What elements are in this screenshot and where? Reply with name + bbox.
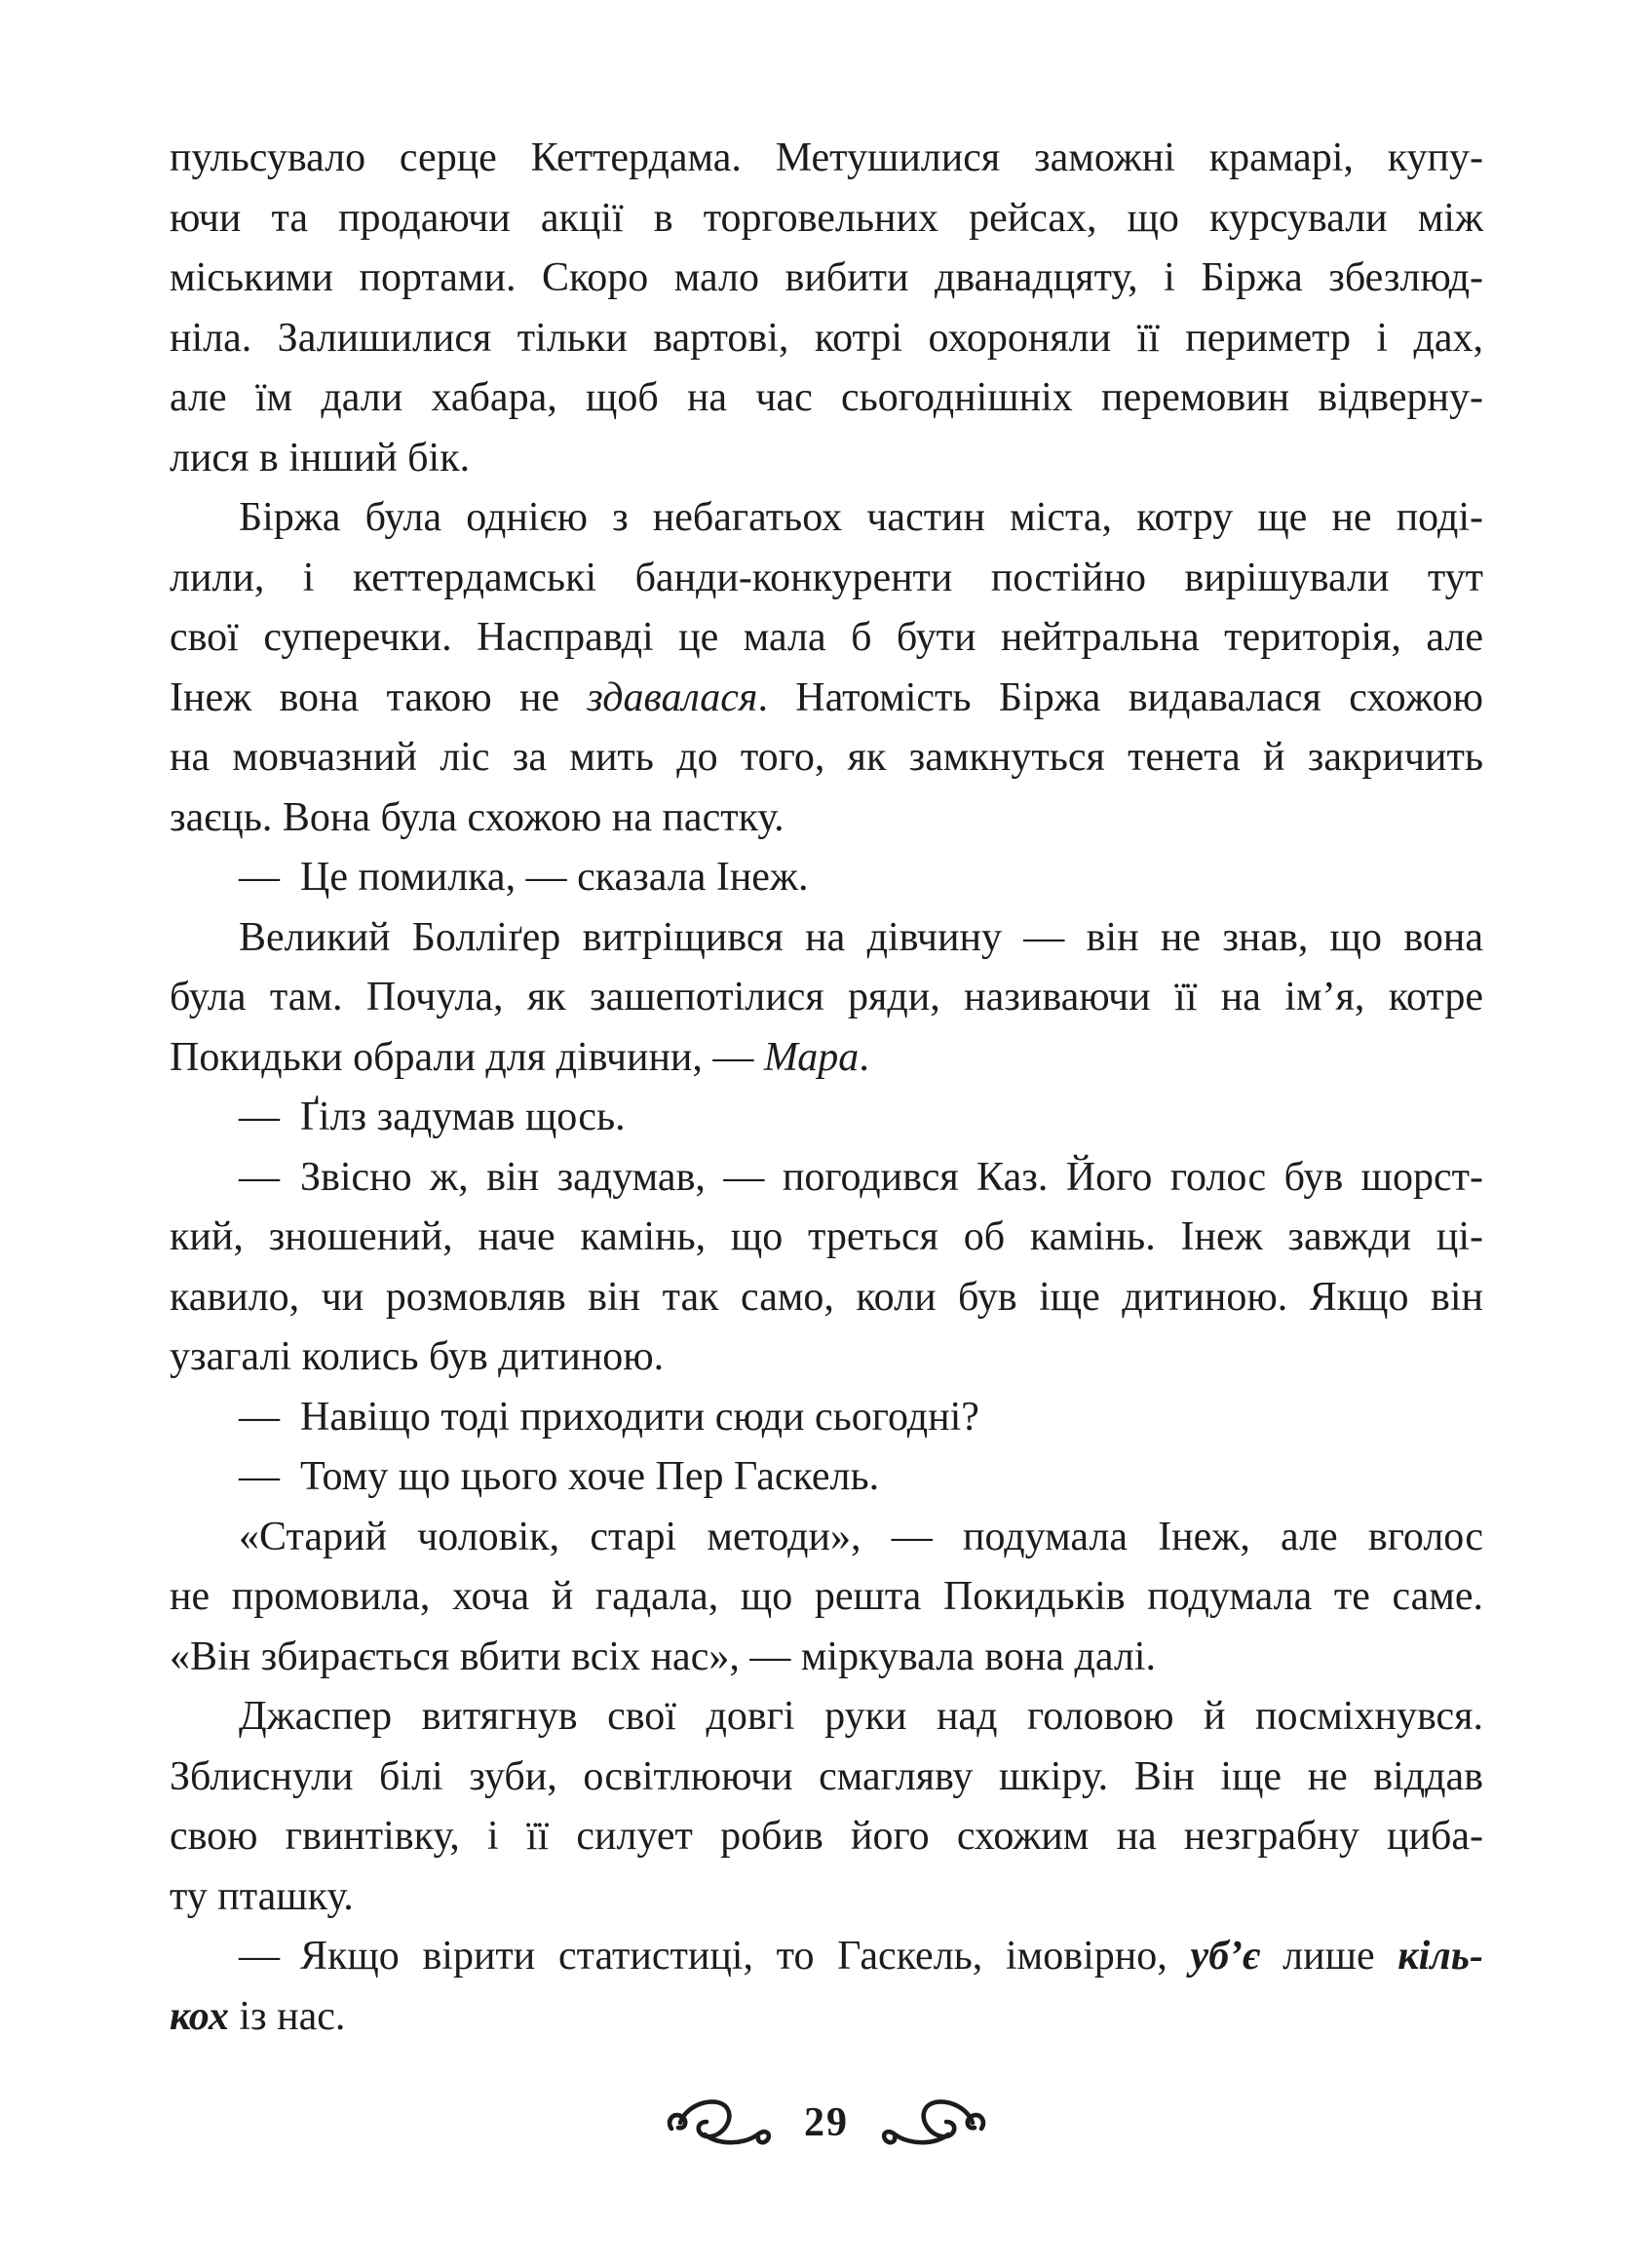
paragraph <box>170 1687 1483 1927</box>
text-segment: на мовчазний ліс за мить до того, як замкнуться тенета й закричить <box>170 735 1483 780</box>
flourish-left-icon <box>662 2095 775 2151</box>
text-segment: Джаспер витягнув свої довгі руки над головою й посміхнувся. <box>239 1694 1483 1739</box>
page-text <box>170 129 1483 2047</box>
text-segment: ту пташку. <box>170 1873 354 1919</box>
text-line <box>170 608 1483 669</box>
text-segment: — Ґілз задумав щось. <box>239 1095 626 1139</box>
text-segment: — Звісно ж, він задумав, — погодився Каз. Його голос був шорст- <box>239 1154 1483 1200</box>
text-line <box>170 1148 1483 1209</box>
text-segment: — Якщо вірити статистиці, то Гаскель, імовірно, <box>239 1934 1191 1979</box>
paragraph <box>170 1148 1483 1388</box>
text-line <box>170 189 1483 250</box>
text-line <box>170 309 1483 369</box>
text-segment: — Це помилка, — сказала Інеж. <box>239 855 809 900</box>
text-segment: свої суперечки. Насправді це мала б бути нейтральна територія, але <box>170 615 1483 660</box>
text-line <box>170 788 1483 849</box>
text-segment: — Навіщо тоді приходити сюди сьогодні? <box>239 1394 979 1440</box>
text-line <box>170 1987 1483 2048</box>
paragraph <box>170 1388 1483 1448</box>
text-line <box>170 1447 1483 1508</box>
text-line <box>170 1867 1483 1928</box>
text-segment: лили, і кеттердамські банди-конкуренти постійно вирішували тут <box>170 555 1483 600</box>
paragraph <box>170 1508 1483 1688</box>
text-line <box>170 848 1483 908</box>
text-line <box>170 1508 1483 1568</box>
text-segment: але їм дали хабара, щоб на час сьогоднішніх перемовин відверну- <box>170 375 1483 420</box>
emphasis-italic-text: Мара <box>763 1034 860 1080</box>
text-segment: «Він збирається вбити всіх нас», — міркувала вона далі. <box>170 1634 1156 1679</box>
paragraph <box>170 1447 1483 1508</box>
flourish-right-icon <box>878 2095 991 2151</box>
text-line <box>170 488 1483 549</box>
text-segment: Покидьки обрали для дівчини, — <box>170 1034 764 1080</box>
text-segment: Великий Болліґер витріщився на дівчину — він не знав, що вона <box>239 914 1483 960</box>
text-line <box>170 1028 1483 1089</box>
text-segment: . Натомість Біржа видавалася схожою <box>757 674 1483 720</box>
page-number: 29 <box>804 2100 849 2145</box>
text-segment: свою гвинтівку, і її силует робив його схожим на незграбну циба- <box>170 1814 1483 1859</box>
paragraph <box>170 1088 1483 1148</box>
emphasis-bold-italic-text: уб’є <box>1190 1934 1260 1979</box>
text-line <box>170 669 1483 729</box>
text-segment: не промовила, хоча й гадала, що решта Покидьків подумала те саме. <box>170 1574 1483 1619</box>
text-segment: міськими портами. Скоро мало вибити дванадцяту, і Біржа збезлюд- <box>170 255 1483 300</box>
text-line <box>170 728 1483 788</box>
text-segment: Біржа була однією з небагатьох частин міста, котру ще не поді- <box>239 495 1483 540</box>
text-line <box>170 1807 1483 1867</box>
text-line <box>170 368 1483 429</box>
text-line <box>170 908 1483 969</box>
text-line <box>170 1567 1483 1628</box>
text-segment: Зблиснули білі зуби, освітлюючи смагляву шкіру. Він іще не віддав <box>170 1753 1483 1799</box>
text-segment: — Тому що цього хоче Пер Гаскель. <box>239 1454 880 1499</box>
text-line <box>170 549 1483 609</box>
text-segment: . <box>859 1034 869 1080</box>
text-segment: із нас. <box>228 1993 346 2039</box>
paragraph <box>170 488 1483 848</box>
text-segment: була там. Почула, як зашепотілися ряди, називаючи її на ім’я, котре <box>170 975 1483 1019</box>
text-line <box>170 1687 1483 1748</box>
page-footer <box>170 2094 1483 2152</box>
text-line <box>170 1327 1483 1388</box>
text-segment: ніла. Залишилися тільки вартові, котрі охороняли її периметр і дах, <box>170 315 1483 361</box>
text-segment: ючи та продаючи акції в торговельних рейсах, що курсували між <box>170 195 1483 241</box>
paragraph <box>170 129 1483 488</box>
paragraph <box>170 908 1483 1089</box>
emphasis-bold-italic-text: кох <box>170 1993 229 2039</box>
text-segment: узагалі колись був дитиною. <box>170 1334 665 1379</box>
text-segment: лися в інший бік. <box>170 435 471 481</box>
text-segment: заєць. Вона була схожою на пастку. <box>170 794 785 840</box>
text-line <box>170 1268 1483 1328</box>
text-segment: «Старий чоловік, старі методи», — подумала Інеж, але вголос <box>239 1514 1483 1559</box>
text-line <box>170 1927 1483 1987</box>
text-line <box>170 1208 1483 1268</box>
paragraph <box>170 848 1483 908</box>
text-segment: Інеж вона такою не <box>170 674 588 720</box>
text-segment: кий, зношений, наче камінь, що треться об камінь. Інеж завжди ці- <box>170 1214 1483 1259</box>
text-line <box>170 1748 1483 1808</box>
text-line <box>170 1088 1483 1148</box>
emphasis-italic-text: здавалася <box>587 674 758 720</box>
text-line <box>170 249 1483 309</box>
text-line <box>170 968 1483 1028</box>
text-segment: кавило, чи розмовляв він так само, коли був іще дитиною. Якщо він <box>170 1274 1483 1320</box>
text-line <box>170 1628 1483 1688</box>
text-segment: пульсувало серце Кеттердама. Метушилися заможні крамарі, купу- <box>170 135 1483 180</box>
emphasis-bold-italic-text: кіль- <box>1397 1934 1483 1979</box>
text-line <box>170 429 1483 489</box>
text-segment: лише <box>1259 1934 1398 1979</box>
paragraph <box>170 1927 1483 2047</box>
text-line <box>170 1388 1483 1448</box>
text-line <box>170 129 1483 189</box>
